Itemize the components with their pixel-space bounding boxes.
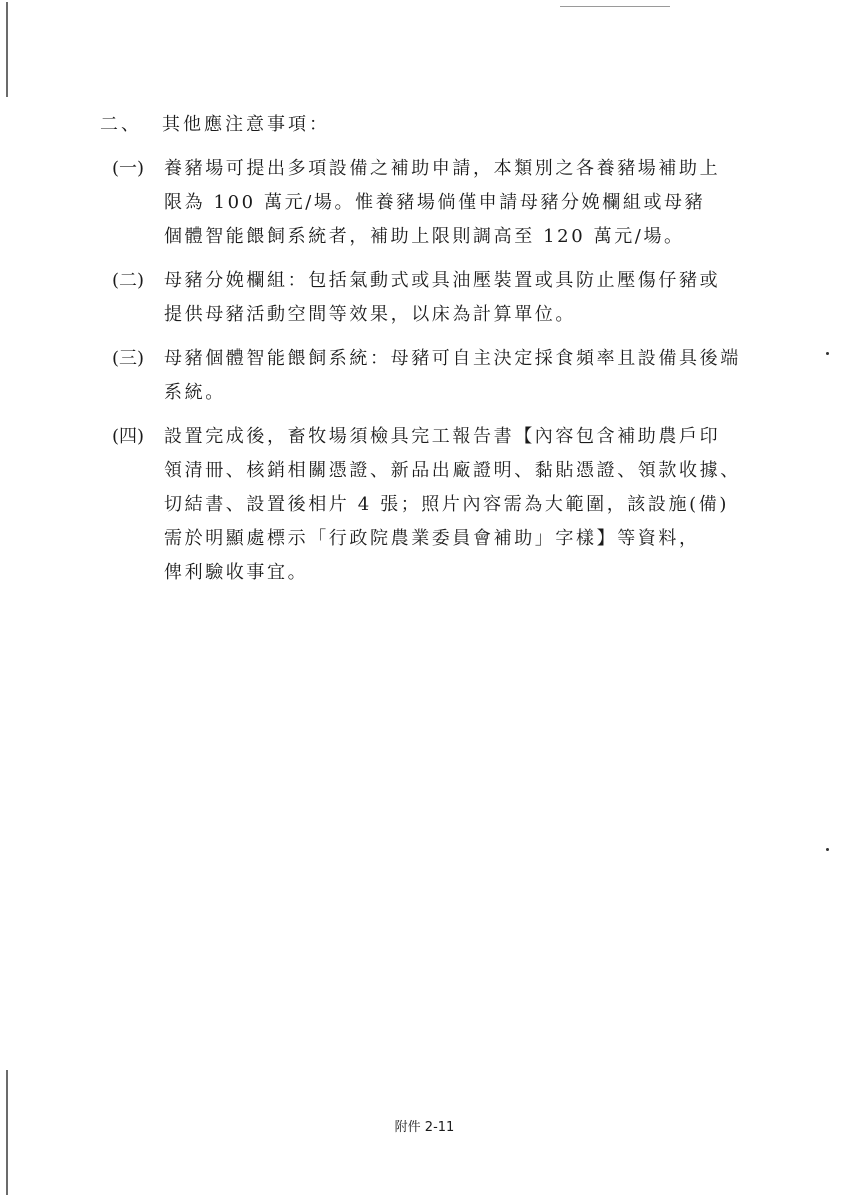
section-heading: [100, 110, 330, 136]
item-text-line: 領清冊、核銷相關憑證、新品出廠證明、黏貼憑證、領款收據、: [164, 460, 741, 481]
scan-speck: [826, 848, 829, 851]
section-title: 其他應注意事項：: [162, 114, 330, 135]
scan-speck: [826, 352, 829, 355]
item-text-line: 個體智能餵飼系統者，補助上限則調高至 120 萬元/場。: [164, 226, 685, 247]
item-marker: (三): [112, 348, 145, 369]
item-text-line: 俾利驗收事宜。: [164, 562, 309, 583]
page-footer-label: 附件 2-11: [394, 1120, 455, 1135]
section-number: 二、: [100, 114, 142, 135]
item-marker: (二): [112, 270, 145, 291]
item-marker: (一): [112, 158, 145, 179]
item-text-line: 母豬分娩欄組：包括氣動式或具油壓裝置或具防止壓傷仔豬或: [164, 270, 721, 291]
item-text-line: 提供母豬活動空間等效果，以床為計算單位。: [164, 304, 576, 325]
item-marker: (四): [112, 426, 145, 447]
item-text-line: 切結書、設置後相片 4 張；照片內容需為大範圍，該設施(備): [164, 494, 729, 515]
item-text-line: 養豬場可提出多項設備之補助申請，本類別之各養豬場補助上: [164, 158, 721, 179]
list-item-4: [112, 420, 752, 590]
item-text-line: 需於明顯處標示「行政院農業委員會補助」字樣】等資料，: [164, 528, 700, 549]
list-item-3: [112, 342, 752, 410]
item-text-line: 限為 100 萬元/場。惟養豬場倘僅申請母豬分娩欄組或母豬: [164, 192, 706, 213]
list-item-1: [112, 152, 752, 254]
scan-edge-mark: [6, 2, 8, 97]
list-item-2: [112, 264, 752, 332]
item-text-line: 設置完成後，畜牧場須檢具完工報告書【內容包含補助農戶印: [164, 426, 721, 447]
scan-top-mark: [560, 6, 670, 7]
item-text-line: 母豬個體智能餵飼系統：母豬可自主決定採食頻率且設備具後端: [164, 348, 741, 369]
item-text-line: 系統。: [164, 382, 226, 403]
